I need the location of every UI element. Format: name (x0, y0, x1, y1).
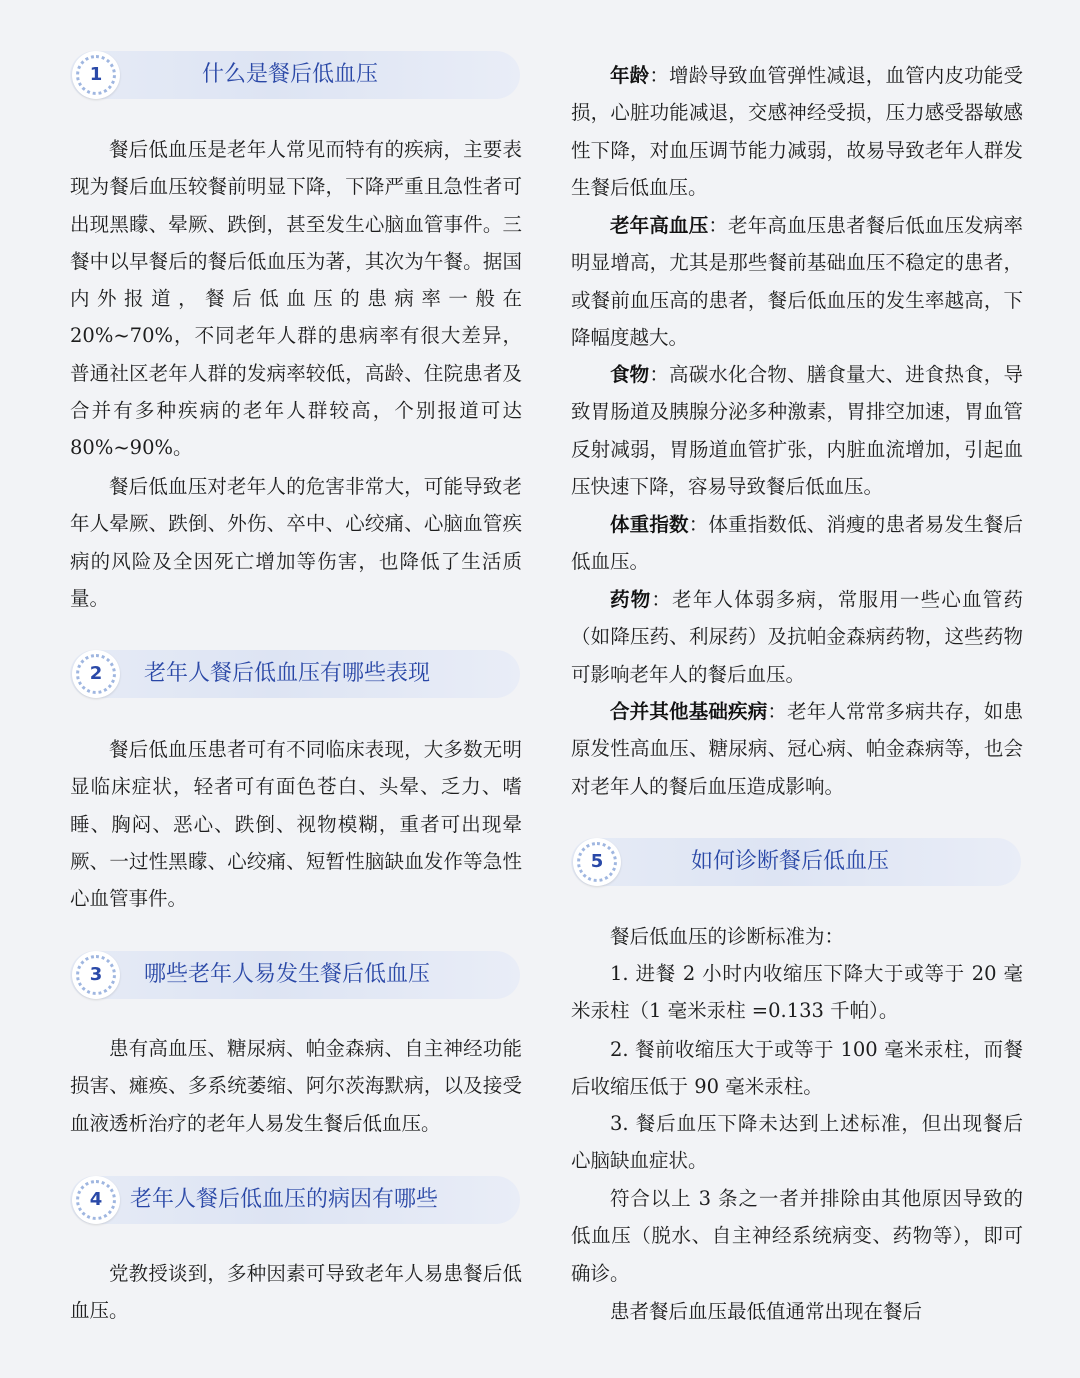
section-number-badge (72, 650, 120, 698)
cause-term: 药物 (610, 588, 652, 611)
paragraph: 1. 进餐 2 小时内收缩压下降大于或等于 20 毫米汞柱（1 毫米汞柱 =0.133 千帕）。 (571, 962, 1023, 1023)
paragraph: 餐后低血压是老年人常见而特有的疾病，主要表现为餐后血压较餐前明显下降，下降严重且急性者可出现黑矇、晕厥、跌倒，甚至发生心脑血管事件。三餐中以早餐后的餐后低血压为著，其次为午餐。据国内外报道，餐后低血压的患病率一般在 20%~70%，不同老年人群的患病率有很大差异，普通社区老年人群的发病率较低，高龄、住院患者及合并有多种疾病的老年人群较高，个别报道可达 80%~90%。 (70, 138, 522, 460)
section-2-header (70, 650, 520, 698)
section-1-header (70, 51, 520, 99)
section-title: 老年人餐后低血压的病因有哪些 (130, 1187, 439, 1212)
cause-term: 老年高血压 (610, 214, 709, 237)
cause-text: ：体重指数低、消瘦的患者易发生餐后低血压。 (571, 513, 1023, 574)
section-number: 1 (89, 64, 103, 85)
cause-paragraph (571, 57, 1023, 206)
paragraph: 餐后低血压对老年人的危害非常大，可能导致老年人晕厥、跌倒、外伤、卒中、心绞痛、心脑血管疾病的风险及全因死亡增加等伤害，也降低了生活质量。 (70, 475, 522, 610)
cause-text: ：老年高血压患者餐后低血压发病率明显增高，尤其是那些餐前基础血压不稳定的患者，或餐前血压高的患者，餐后低血压的发生率越高，下降幅度越大。 (571, 214, 1023, 349)
cause-term: 合并其他基础疾病 (610, 700, 768, 723)
cause-text: ：老年人常常多病共存，如患原发性高血压、糖尿病、冠心病、帕金森病等，也会对老年人的餐后血压造成影响。 (571, 700, 1023, 798)
cause-paragraph (571, 506, 1023, 581)
cause-paragraph (571, 207, 1023, 356)
section-5-header (571, 838, 1021, 886)
cause-paragraph (571, 693, 1023, 805)
section-4-header (70, 1176, 520, 1224)
cause-term: 年龄 (610, 64, 650, 87)
section-number: 4 (89, 1189, 103, 1210)
section-title: 如何诊断餐后低血压 (691, 849, 890, 874)
cause-text: ：高碳水化合物、膳食量大、进食热食，导致胃肠道及胰腺分泌多种激素，胃排空加速，胃血管反射减弱，胃肠道血管扩张，内脏血流增加，引起血压快速下降，容易导致餐后低血压。 (571, 363, 1023, 498)
paragraph: 患有高血压、糖尿病、帕金森病、自主神经功能损害、瘫痪、多系统萎缩、阿尔茨海默病，以及接受血液透析治疗的老年人易发生餐后低血压。 (70, 1037, 522, 1135)
section-number: 5 (590, 851, 604, 872)
paragraph: 3. 餐后血压下降未达到上述标准，但出现餐后心脑缺血症状。 (571, 1112, 1023, 1173)
section-3-header (70, 951, 520, 999)
section-number: 3 (89, 964, 103, 985)
paragraph: 符合以上 3 条之一者并排除由其他原因导致的低血压（脱水、自主神经系统病变、药物等），即可确诊。 (571, 1187, 1023, 1285)
paragraph: 餐后低血压患者可有不同临床表现，大多数无明显临床症状，轻者可有面色苍白、头晕、乏力、嗜睡、胸闷、恶心、跌倒、视物模糊，重者可出现晕厥、一过性黑矇、心绞痛、短暂性脑缺血发作等急性心血管事件。 (70, 738, 522, 911)
cause-text: ：增龄导致血管弹性减退，血管内皮功能受损，心脏功能减退，交感神经受损，压力感受器敏感性下降，对血压调节能力减弱，故易导致老年人群发生餐后低血压。 (571, 64, 1023, 199)
section-number-badge (72, 951, 120, 999)
paragraph: 患者餐后血压最低值通常出现在餐后 (610, 1300, 923, 1323)
cause-paragraph (571, 356, 1023, 505)
section-title: 老年人餐后低血压有哪些表现 (144, 661, 431, 686)
cause-paragraph (571, 581, 1023, 693)
section-number-badge (72, 1176, 120, 1224)
section-title: 哪些老年人易发生餐后低血压 (144, 962, 431, 987)
paragraph: 党教授谈到，多种因素可导致老年人易患餐后低血压。 (70, 1262, 522, 1323)
paragraph: 餐后低血压的诊断标准为： (610, 925, 845, 948)
paragraph: 2. 餐前收缩压大于或等于 100 毫米汞柱，而餐后收缩压低于 90 毫米汞柱。 (571, 1038, 1023, 1099)
section-number: 2 (89, 663, 103, 684)
cause-term: 食物 (610, 363, 650, 386)
cause-term: 体重指数 (610, 513, 689, 536)
section-title: 什么是餐后低血压 (202, 62, 379, 87)
section-number-badge (72, 51, 120, 99)
cause-text: ：老年人体弱多病，常服用一些心血管药（如降压药、利尿药）及抗帕金森病药物，这些药物可影响老年人的餐后血压。 (571, 588, 1023, 686)
section-number-badge (573, 838, 621, 886)
